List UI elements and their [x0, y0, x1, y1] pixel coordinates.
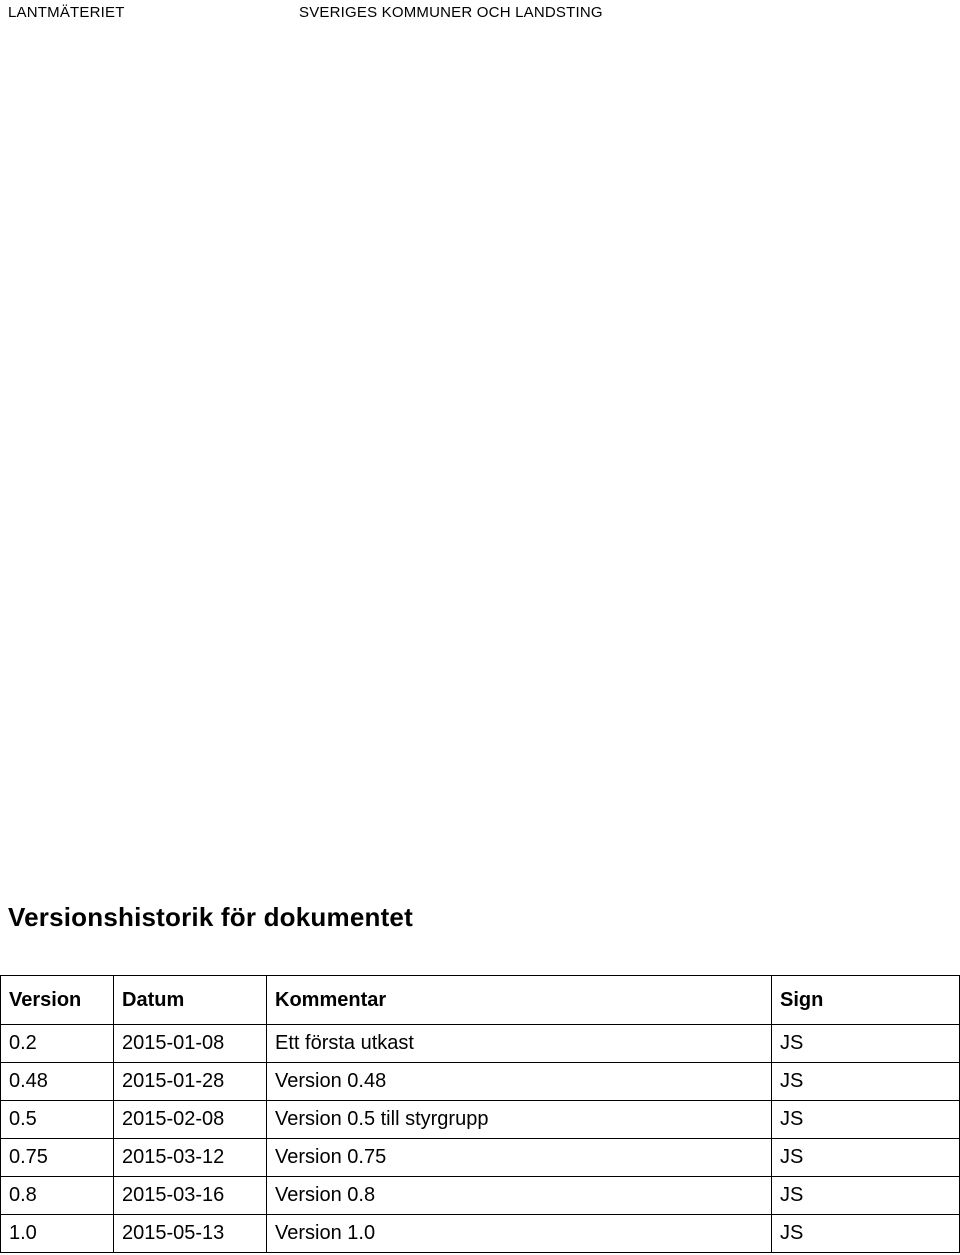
- page-header: [0, 0, 960, 30]
- cell-datum: 2015-01-28: [114, 1063, 267, 1101]
- cell-version: 1.0: [1, 1215, 114, 1253]
- cell-sign: JS: [772, 1025, 960, 1063]
- cell-kommentar: Version 0.48: [267, 1063, 772, 1101]
- cell-datum: 2015-03-16: [114, 1177, 267, 1215]
- column-header-sign: Sign: [772, 976, 960, 1025]
- cell-datum: 2015-03-12: [114, 1139, 267, 1177]
- cell-datum: 2015-01-08: [114, 1025, 267, 1063]
- table-header-row: [1, 976, 960, 1025]
- version-history-table: [0, 975, 960, 1253]
- cell-version: 0.5: [1, 1101, 114, 1139]
- cell-sign: JS: [772, 1215, 960, 1253]
- column-header-datum: Datum: [114, 976, 267, 1025]
- table-row: [1, 1025, 960, 1063]
- cell-sign: JS: [772, 1063, 960, 1101]
- version-history-heading: Versionshistorik för dokumentet: [8, 902, 413, 932]
- table-row: [1, 1063, 960, 1101]
- cell-datum: 2015-05-13: [114, 1215, 267, 1253]
- table-row: [1, 1215, 960, 1253]
- table-row: [1, 1101, 960, 1139]
- cell-version: 0.75: [1, 1139, 114, 1177]
- column-header-version: Version: [1, 976, 114, 1025]
- header-left-org: LANTMÄTERIET: [8, 4, 125, 21]
- cell-datum: 2015-02-08: [114, 1101, 267, 1139]
- cell-kommentar: Version 0.8: [267, 1177, 772, 1215]
- header-right-org: SVERIGES KOMMUNER OCH LANDSTING: [299, 4, 603, 21]
- cell-kommentar: Version 0.75: [267, 1139, 772, 1177]
- cell-kommentar: Version 1.0: [267, 1215, 772, 1253]
- cell-sign: JS: [772, 1139, 960, 1177]
- cell-sign: JS: [772, 1101, 960, 1139]
- cell-version: 0.8: [1, 1177, 114, 1215]
- cell-version: 0.2: [1, 1025, 114, 1063]
- column-header-kommentar: Kommentar: [267, 976, 772, 1025]
- cell-kommentar: Version 0.5 till styrgrupp: [267, 1101, 772, 1139]
- table-row: [1, 1139, 960, 1177]
- cell-sign: JS: [772, 1177, 960, 1215]
- cell-kommentar: Ett första utkast: [267, 1025, 772, 1063]
- cell-version: 0.48: [1, 1063, 114, 1101]
- table-row: [1, 1177, 960, 1215]
